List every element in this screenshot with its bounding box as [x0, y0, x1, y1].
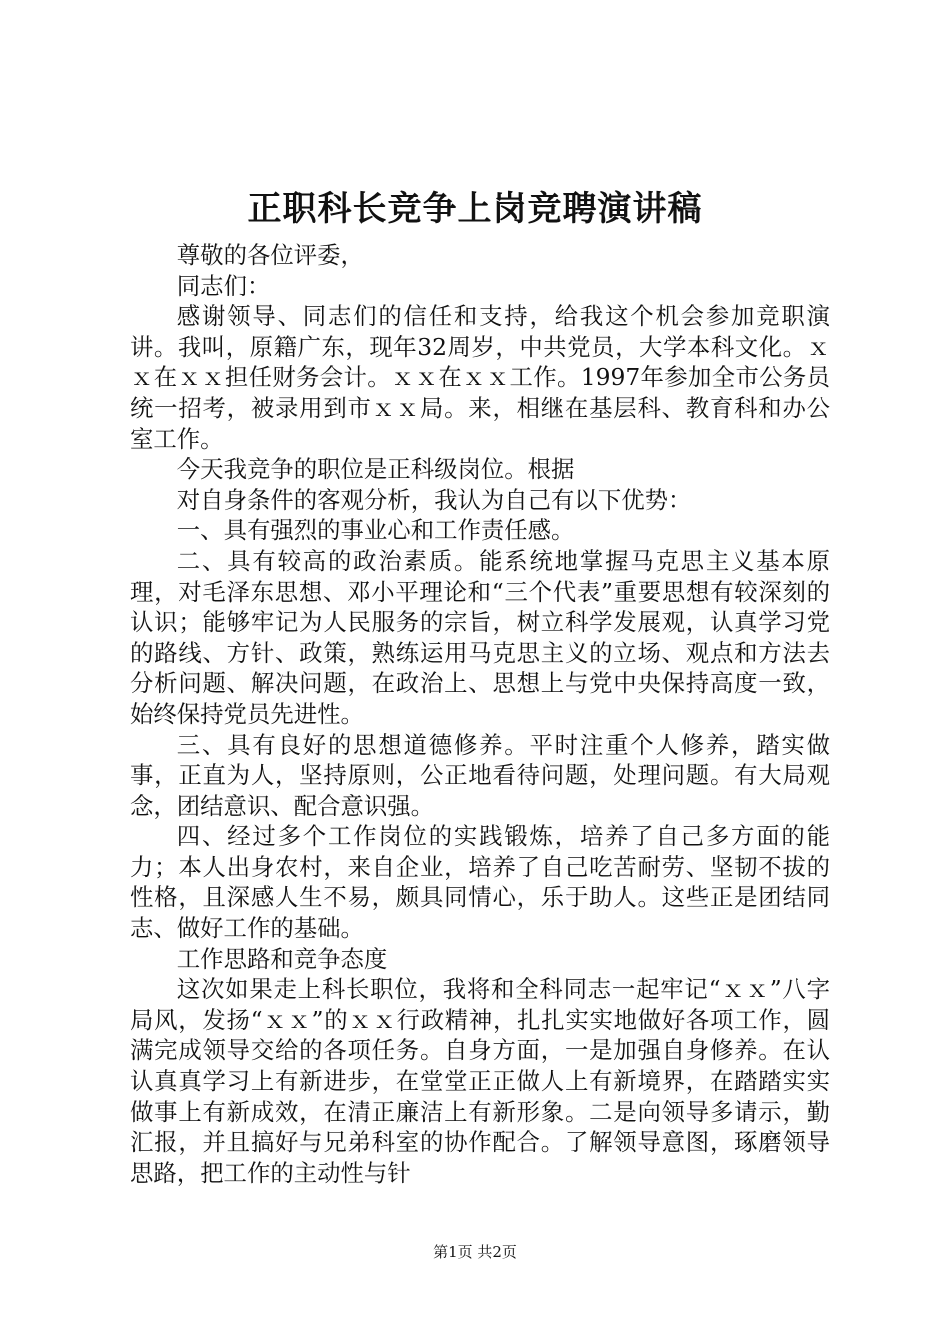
document-title: 正职科长竞争上岗竞聘演讲稿 [247, 189, 703, 229]
body-paragraph: 四、经过多个工作岗位的实践锻炼，培养了自己多方面的能力；本人出身农村，来自企业，培养了自己吃苦耐劳、坚韧不拔的性格，且深感人生不易，颇具同情心，乐于助人。这些正是团结同志、做好工作的基础。 [130, 822, 830, 943]
salutation-paragraph: 尊敬的各位评委， [176, 241, 364, 269]
salutation-paragraph: 同志们： [176, 271, 271, 300]
document-body [130, 240, 830, 1188]
body-paragraph: 一、具有强烈的事业心和工作责任感。 [176, 516, 575, 545]
body-paragraph: 感谢领导、同志们的信任和支持，给我这个机会参加竞职演讲。我叫，原籍广东，现年32周岁，中共党员，大学本科文化。ｘｘ在ｘｘ担任财务会计。ｘｘ在ｘｘ工作。1997年参加全市公务员统一招考，被录用到市ｘｘ局。来，相继在基层科、教育科和办公室工作。 [130, 302, 830, 453]
page-footer: 第1页 共2页 [433, 1243, 517, 1261]
section-heading: 工作思路和竞争态度 [176, 944, 388, 973]
body-paragraph: 对自身条件的客观分析，我认为自己有以下优势： [176, 485, 692, 514]
body-paragraph: 今天我竞争的职位是正科级岗位。根据 [176, 455, 575, 484]
body-paragraph: 二、具有较高的政治素质。能系统地掌握马克思主义基本原理，对毛泽东思想、邓小平理论和“三个代表”重要思想有较深刻的认识；能够牢记为人民服务的宗旨，树立科学发展观，认真学习党的路线、方针、政策，熟练运用马克思主义的立场、观点和方法去分析问题、解决问题，在政治上、思想上与党中央保持高度一致，始终保持党员先进性。 [130, 546, 830, 728]
body-paragraph: 三、具有良好的思想道德修养。平时注重个人修养，踏实做事，正直为人，坚持原则，公正地看待问题，处理问题。有大局观念，团结意识、配合意识强。 [130, 730, 830, 820]
body-paragraph: 这次如果走上科长职位，我将和全科同志一起牢记“ｘｘ”八字局风，发扬“ｘｘ”的ｘｘ行政精神，扎扎实实地做好各项工作，圆满完成领导交给的各项任务。自身方面，一是加强自身修养。在认认真真学习上有新进步，在堂堂正正做人上有新境界，在踏踏实实做事上有新成效，在清正廉洁上有新形象。二是向领导多请示，勤汇报，并且搞好与兄弟科室的协作配合。了解领导意图，琢磨领导思路，把工作的主动性与针 [130, 975, 830, 1187]
